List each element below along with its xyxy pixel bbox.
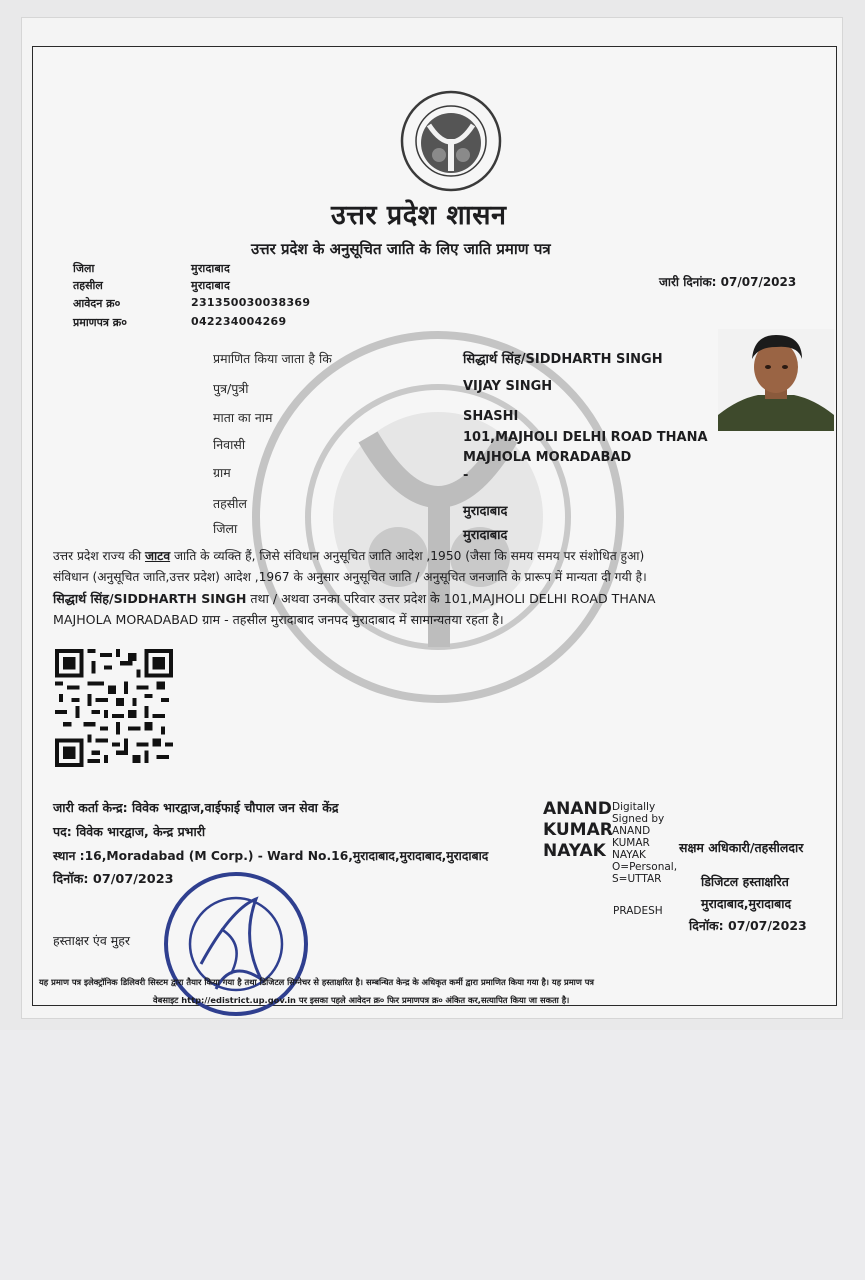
- issue-date-value: 07/07/2023: [720, 275, 797, 289]
- authority-signed: डिजिटल हस्ताक्षरित: [701, 874, 789, 889]
- issuer-date: दिनॉक: 07/07/2023: [53, 872, 174, 887]
- up-government-emblem-icon: [399, 89, 503, 193]
- meta-tehsil-label: तहसील: [73, 279, 103, 292]
- caste-name: जाटव: [144, 549, 171, 563]
- issue-date: [659, 273, 796, 290]
- issuer-center: जारी कर्ता केन्द्र: विवेक भारद्वाज,वाईफाई चौपाल जन सेवा केंद्र: [53, 800, 339, 815]
- qr-code: [55, 649, 173, 767]
- issuer-sign-seal-label: हस्ताक्षर एंव मुहर: [53, 933, 130, 948]
- certified-label: प्रमाणित किया जाता है कि: [213, 351, 332, 366]
- application-no-value: 231350030038369: [191, 296, 311, 309]
- mother-name: SHASHI: [463, 409, 519, 424]
- field-tehsil-label: तहसील: [213, 496, 247, 511]
- address-line-1: 101,MAJHOLI DELHI ROAD THANA: [463, 430, 708, 445]
- certificate-frame: [32, 46, 837, 1006]
- issue-date-label: जारी दिनांक:: [659, 275, 717, 289]
- meta-tehsil-value: मुरादाबाद: [191, 279, 231, 292]
- certificate-subtitle: उत्तर प्रदेश के अनुसूचित जाति के लिए जाति प्रमाण पत्र: [251, 240, 551, 258]
- watermark-emblem-icon: [248, 327, 628, 707]
- certificate-no-label: प्रमाणपत्र क्र०: [73, 316, 127, 329]
- address-line-2: MAJHOLA MORADABAD: [463, 450, 632, 465]
- application-no-label: आवेदन क्र०: [73, 297, 121, 310]
- signer-name-block: ANAND KUMAR NAYAK: [543, 799, 613, 861]
- field-tehsil-value: मुरादाबाद: [463, 504, 508, 519]
- certificate-body: [53, 546, 833, 630]
- meta-district-label: जिला: [73, 262, 95, 275]
- signature-detail-pradesh: PRADESH: [613, 905, 663, 917]
- authority-place: मुरादाबाद,मुरादाबाद: [701, 896, 792, 911]
- mother-name-label: माता का नाम: [213, 410, 273, 425]
- village-value: -: [463, 468, 469, 483]
- background-surface: [0, 1030, 865, 1280]
- son-daughter-label: पुत्र/पुत्री: [213, 381, 249, 396]
- certificate-paper: [22, 18, 842, 1018]
- authority-date: दिनॉक: 07/07/2023: [689, 918, 807, 933]
- meta-district-value: मुरादाबाद: [191, 262, 231, 275]
- authority-title: सक्षम अधिकारी/तहसीलदार: [679, 840, 804, 855]
- signature-details: Digitally Signed by ANAND KUMAR NAYAK O=Personal, S=UTTAR: [612, 801, 678, 885]
- body-line-3: सिद्धार्थ सिंह/SIDDHARTH SINGH तथा / अथवा उनका परिवार उत्तर प्रदेश के 101,MAJHOLI DELHI ROAD THANA: [53, 591, 656, 606]
- body-line-2: संविधान (अनुसूचित जाति,उत्तर प्रदेश) आदेश ,1967 के अनुसार अनुसूचित जाति / अनुसूचित जनजाति के प्रारूप में मान्यता दी गयी है।: [53, 570, 647, 584]
- father-name: VIJAY SINGH: [463, 379, 553, 394]
- footer-line-1: यह प्रमाण पत्र इलेक्ट्रॉनिक डिलिवरी सिस्टम द्वारा तैयार किया गया है तथा डिजिटल सिग्नेचर से हस्ताक्षरित है। सम्बन्धित केन्द्र के अधिकृत कर्मी द्वारा प्रमाणित किया गया है। यह प्रमाण पत्र: [39, 977, 595, 987]
- applicant-name: सिद्धार्थ सिंह/SIDDHARTH SINGH: [463, 352, 663, 367]
- footer-line-2: वेबसाइट http://edistrict.up.gov.in पर इसका पहले आवेदन क्र० फिर प्रमाणपत्र क्र० अंकित कर,सत्यापित किया जा सकता है।: [153, 995, 570, 1005]
- resident-label: निवासी: [213, 437, 246, 452]
- body-line-1: उत्तर प्रदेश राज्य की जाटव जाति के व्यक्ति हैं, जिसे संविधान अनुसूचित जाति आदेश ,1950 (जैसा कि समय समय पर संशोधित हुआ): [53, 549, 645, 563]
- body-line-4: MAJHOLA MORADABAD ग्राम - तहसील मुरादाबाद जनपद मुरादाबाद में सामान्यतया रहता है।: [53, 612, 504, 627]
- issuer-post: पद: विवेक भारद्वाज, केन्द्र प्रभारी: [53, 824, 206, 839]
- body-applicant-name: सिद्धार्थ सिंह/SIDDHARTH SINGH: [53, 591, 247, 606]
- applicant-photo: [718, 329, 834, 431]
- village-label: ग्राम: [213, 465, 231, 480]
- field-district-label: जिला: [213, 521, 238, 536]
- page-title: उत्तर प्रदेश शासन: [331, 200, 507, 231]
- certificate-no-value: 042234004269: [191, 315, 287, 328]
- field-district-value: मुरादाबाद: [463, 528, 508, 543]
- issuer-place: स्थान :16,Moradabad (M Corp.) - Ward No.16,मुरादाबाद,मुरादाबाद,मुरादाबाद: [53, 849, 489, 863]
